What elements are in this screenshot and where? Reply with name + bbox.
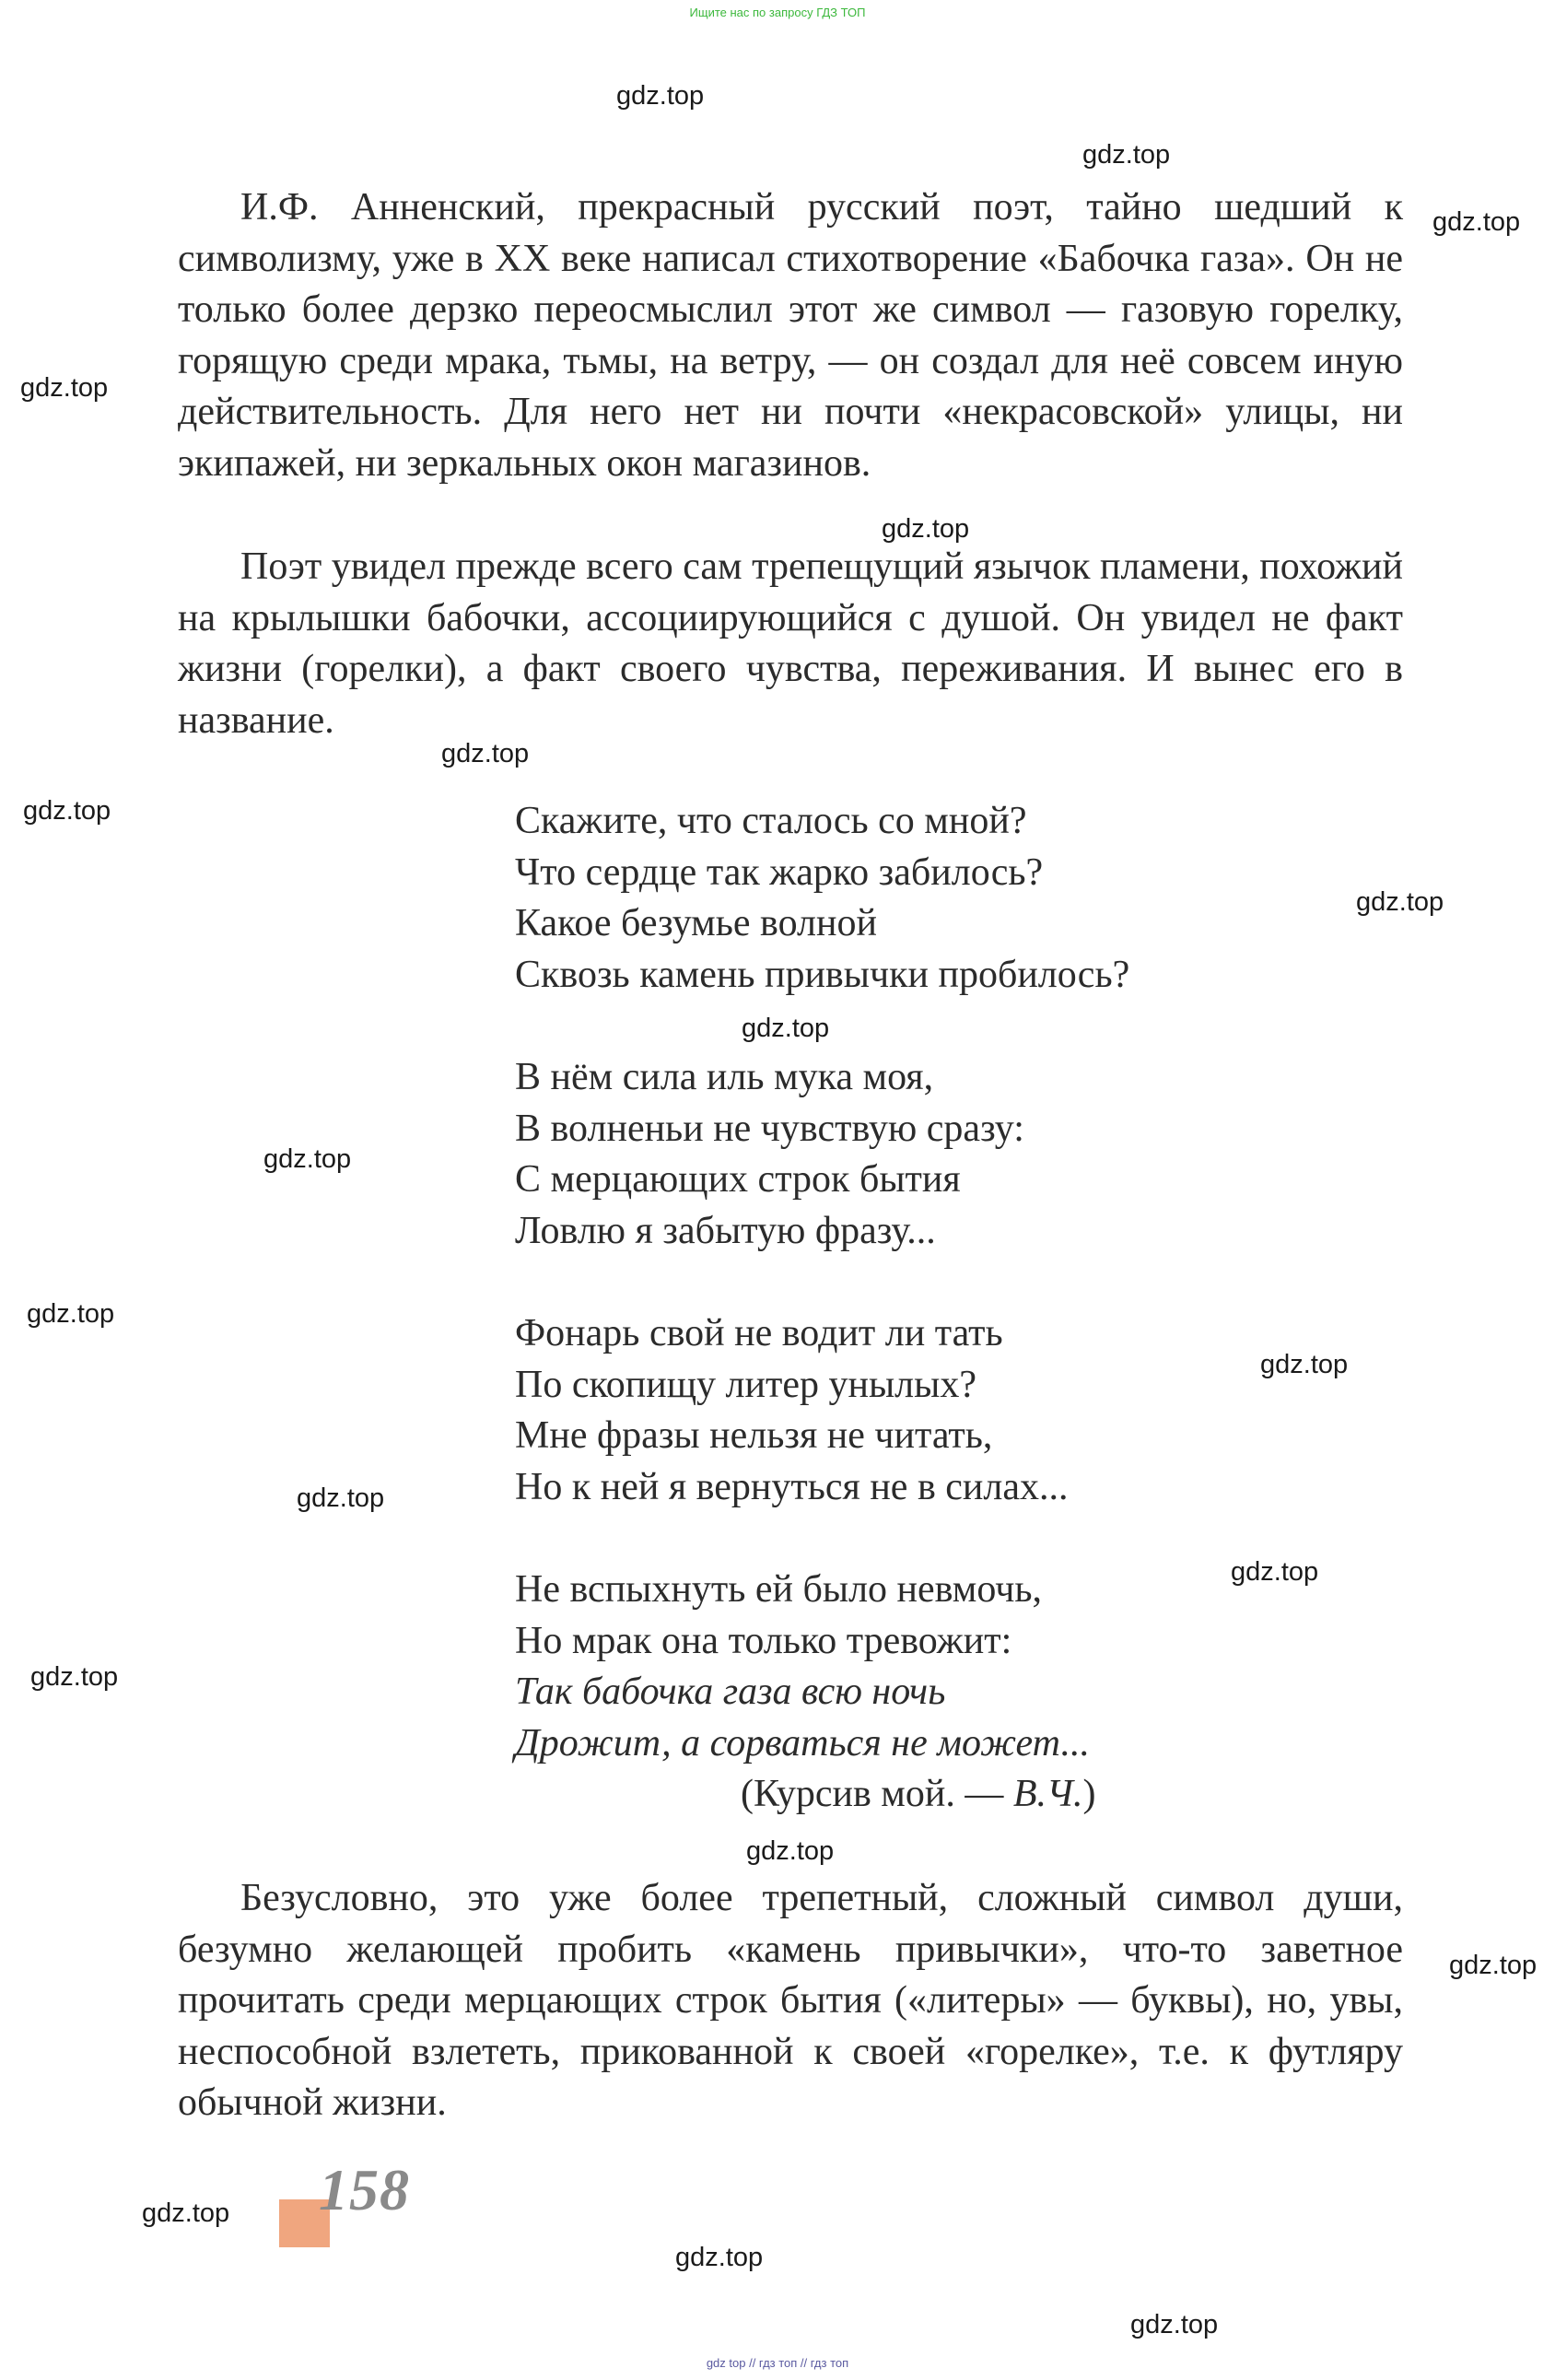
poem-line: С мерцающих строк бытия xyxy=(515,1158,961,1201)
watermark: gdz.top xyxy=(742,1014,830,1043)
poem-line: Какое безумье волной xyxy=(515,902,877,944)
poem-stanza-3 xyxy=(515,1308,1069,1513)
poem-line: Не вспыхнуть ей было невмочь, xyxy=(515,1568,1043,1611)
watermark: gdz.top xyxy=(20,373,109,403)
poem-line: Сквозь камень привычки пробилось? xyxy=(515,953,1130,996)
watermark: gdz.top xyxy=(616,81,705,111)
watermark: gdz.top xyxy=(1449,1951,1537,1980)
poem-line: Фонарь свой не водит ли тать xyxy=(515,1312,1003,1354)
top-banner: Ищите нас по запросу ГДЗ ТОП xyxy=(689,6,866,19)
paragraph-poet-vision: Поэт увидел прежде всего сам трепещущий язычок пламени, похожий на крылышки бабочки, ассоциирующийся с душой. Он увидел не факт жизни (горелки), а факт своего чувства, переживания. И вынес его в название. xyxy=(178,545,1404,742)
poem-line: Что сердце так жарко забилось? xyxy=(515,850,1044,894)
watermark: gdz.top xyxy=(882,514,970,544)
watermark: gdz.top xyxy=(1082,140,1171,170)
watermark: gdz.top xyxy=(1260,1350,1349,1379)
poem-stanza-4 xyxy=(515,1565,1090,1769)
watermark: gdz.top xyxy=(263,1144,352,1174)
poem-line: В волненьи не чувствую сразу: xyxy=(515,1107,1024,1150)
page-number: 158 xyxy=(319,2157,410,2222)
watermark: gdz.top xyxy=(1432,207,1521,237)
watermark: gdz.top xyxy=(23,796,111,826)
watermark: gdz.top xyxy=(441,739,530,768)
watermark: gdz.top xyxy=(1231,1557,1319,1587)
attribution-author: В.Ч. xyxy=(1012,1773,1083,1815)
watermark: gdz.top xyxy=(675,2243,764,2272)
watermark: gdz.top xyxy=(746,1836,835,1866)
poem-line: По скопищу литер унылых? xyxy=(515,1363,976,1406)
watermark: gdz.top xyxy=(30,1662,119,1692)
poem-line: Мне фразы нельзя не читать, xyxy=(515,1414,993,1457)
watermark: gdz.top xyxy=(1130,2310,1219,2339)
paragraph-intro: И.Ф. Анненский, прекрасный русский поэт, тайно шедший к символизму, уже в XX веке написал стихотворение «Бабочка газа». Он не только более дерзко переосмыслил этот же символ — газовую горелку, горящую среди мрака, тьмы, на ветру, — он создал для неё совсем иную действительность. Для него нет ни почти «некрасовской» улицы, ни экипажей, ни зеркальных окон магазинов. xyxy=(178,186,1403,485)
poem-stanza-1 xyxy=(515,796,1129,1001)
attribution-close: ) xyxy=(1082,1773,1096,1815)
poem-line: Ловлю я забытую фразу... xyxy=(515,1209,936,1252)
paragraph-conclusion: Безусловно, это уже более трепетный, сложный символ души, безумно желающей пробить «камень привычки», что-то заветное прочитать среди мерцающих строк бытия («литеры» — буквы), но, увы, неспособной взлететь, прикованной к своей «горелке», т.е. к футляру обычной жизни. xyxy=(178,1877,1403,2124)
poem-line: Но мрак она только тревожит: xyxy=(515,1619,1012,1662)
poem-line: Но к ней я вернуться не в силах... xyxy=(515,1465,1069,1508)
attribution-text: (Курсив мой. — xyxy=(741,1773,1013,1815)
watermark: gdz.top xyxy=(1356,887,1444,917)
watermark: gdz.top xyxy=(27,1299,115,1329)
poem-line: Скажите, что сталось со мной? xyxy=(515,800,1027,842)
poem-line-italic: Так бабочка газа всю ночь xyxy=(515,1671,946,1713)
poem-line: В нём сила иль мука моя, xyxy=(515,1056,934,1098)
watermark: gdz.top xyxy=(297,1483,385,1513)
poem-stanza-2 xyxy=(515,1052,1024,1257)
poem-attribution xyxy=(741,1769,1095,1821)
poem-line-italic: Дрожит, а сорваться не может... xyxy=(515,1721,1090,1764)
watermark: gdz.top xyxy=(142,2198,230,2228)
footer-links[interactable]: gdz top // гдз топ // гдз топ xyxy=(706,2356,849,2370)
